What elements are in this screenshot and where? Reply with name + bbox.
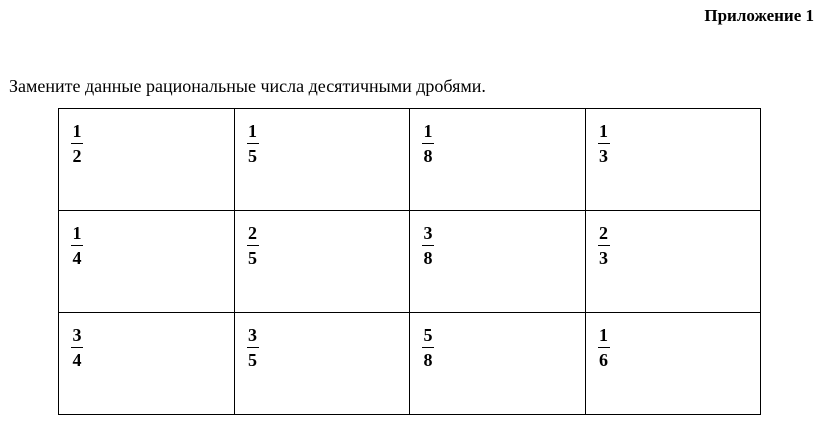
- fraction-numerator: 3: [248, 325, 257, 345]
- table-cell: [234, 109, 410, 211]
- fraction-bar: [247, 245, 259, 246]
- fraction-bar: [71, 347, 83, 348]
- fraction-denominator: 5: [248, 350, 257, 370]
- fraction: [71, 121, 83, 166]
- fraction-numerator: 3: [72, 325, 82, 345]
- fraction-bar: [422, 347, 434, 348]
- fraction-numerator: 2: [599, 223, 608, 243]
- fraction-numerator: 3: [423, 223, 433, 243]
- fraction-denominator: 5: [248, 248, 257, 268]
- fraction-numerator: 1: [599, 121, 608, 141]
- fraction: [598, 325, 610, 370]
- table-cell: [410, 109, 586, 211]
- table-cell: [410, 313, 586, 415]
- fraction: [247, 121, 259, 166]
- table-cell: [59, 313, 235, 415]
- appendix-label: Приложение 1: [704, 6, 814, 25]
- table-row: [59, 109, 761, 211]
- fraction-bar: [247, 143, 259, 144]
- fraction: [598, 223, 610, 268]
- fraction-bar: [422, 245, 434, 246]
- fraction-denominator: 5: [248, 146, 257, 166]
- table-cell: [585, 313, 761, 415]
- fraction-denominator: 4: [72, 350, 82, 370]
- table-cell: [59, 109, 235, 211]
- fraction-denominator: 3: [599, 146, 608, 166]
- fraction-denominator: 3: [599, 248, 608, 268]
- fraction: [422, 325, 434, 370]
- fraction: [598, 121, 610, 166]
- fraction-bar: [422, 143, 434, 144]
- fraction-bar: [247, 347, 259, 348]
- fraction: [247, 325, 259, 370]
- table-cell: [234, 211, 410, 313]
- fraction-bar: [71, 245, 83, 246]
- fraction: [422, 121, 434, 166]
- fraction-denominator: 4: [72, 248, 82, 268]
- table-cell: [234, 313, 410, 415]
- fraction-numerator: 1: [423, 121, 433, 141]
- fraction: [247, 223, 259, 268]
- table-row: [59, 211, 761, 313]
- fraction-denominator: 8: [423, 350, 433, 370]
- table-cell: [410, 211, 586, 313]
- instruction-text: Замените данные рациональные числа десятичными дробями.: [9, 76, 486, 96]
- fraction-numerator: 5: [423, 325, 433, 345]
- fraction: [422, 223, 434, 268]
- table-cell: [59, 211, 235, 313]
- table-cell: [585, 211, 761, 313]
- fraction-numerator: 1: [599, 325, 608, 345]
- fraction-numerator: 1: [248, 121, 257, 141]
- fraction-numerator: 2: [248, 223, 257, 243]
- fraction-numerator: 1: [72, 121, 82, 141]
- fraction-bar: [598, 143, 610, 144]
- fraction-bar: [598, 245, 610, 246]
- fraction: [71, 223, 83, 268]
- fraction-denominator: 8: [423, 146, 433, 166]
- fraction-bar: [71, 143, 83, 144]
- fraction: [71, 325, 83, 370]
- table-cell: [585, 109, 761, 211]
- fraction-denominator: 2: [72, 146, 82, 166]
- fraction-denominator: 6: [599, 350, 608, 370]
- table-row: [59, 313, 761, 415]
- fraction-bar: [598, 347, 610, 348]
- fractions-table: [58, 108, 761, 415]
- fraction-numerator: 1: [72, 223, 82, 243]
- fraction-denominator: 8: [423, 248, 433, 268]
